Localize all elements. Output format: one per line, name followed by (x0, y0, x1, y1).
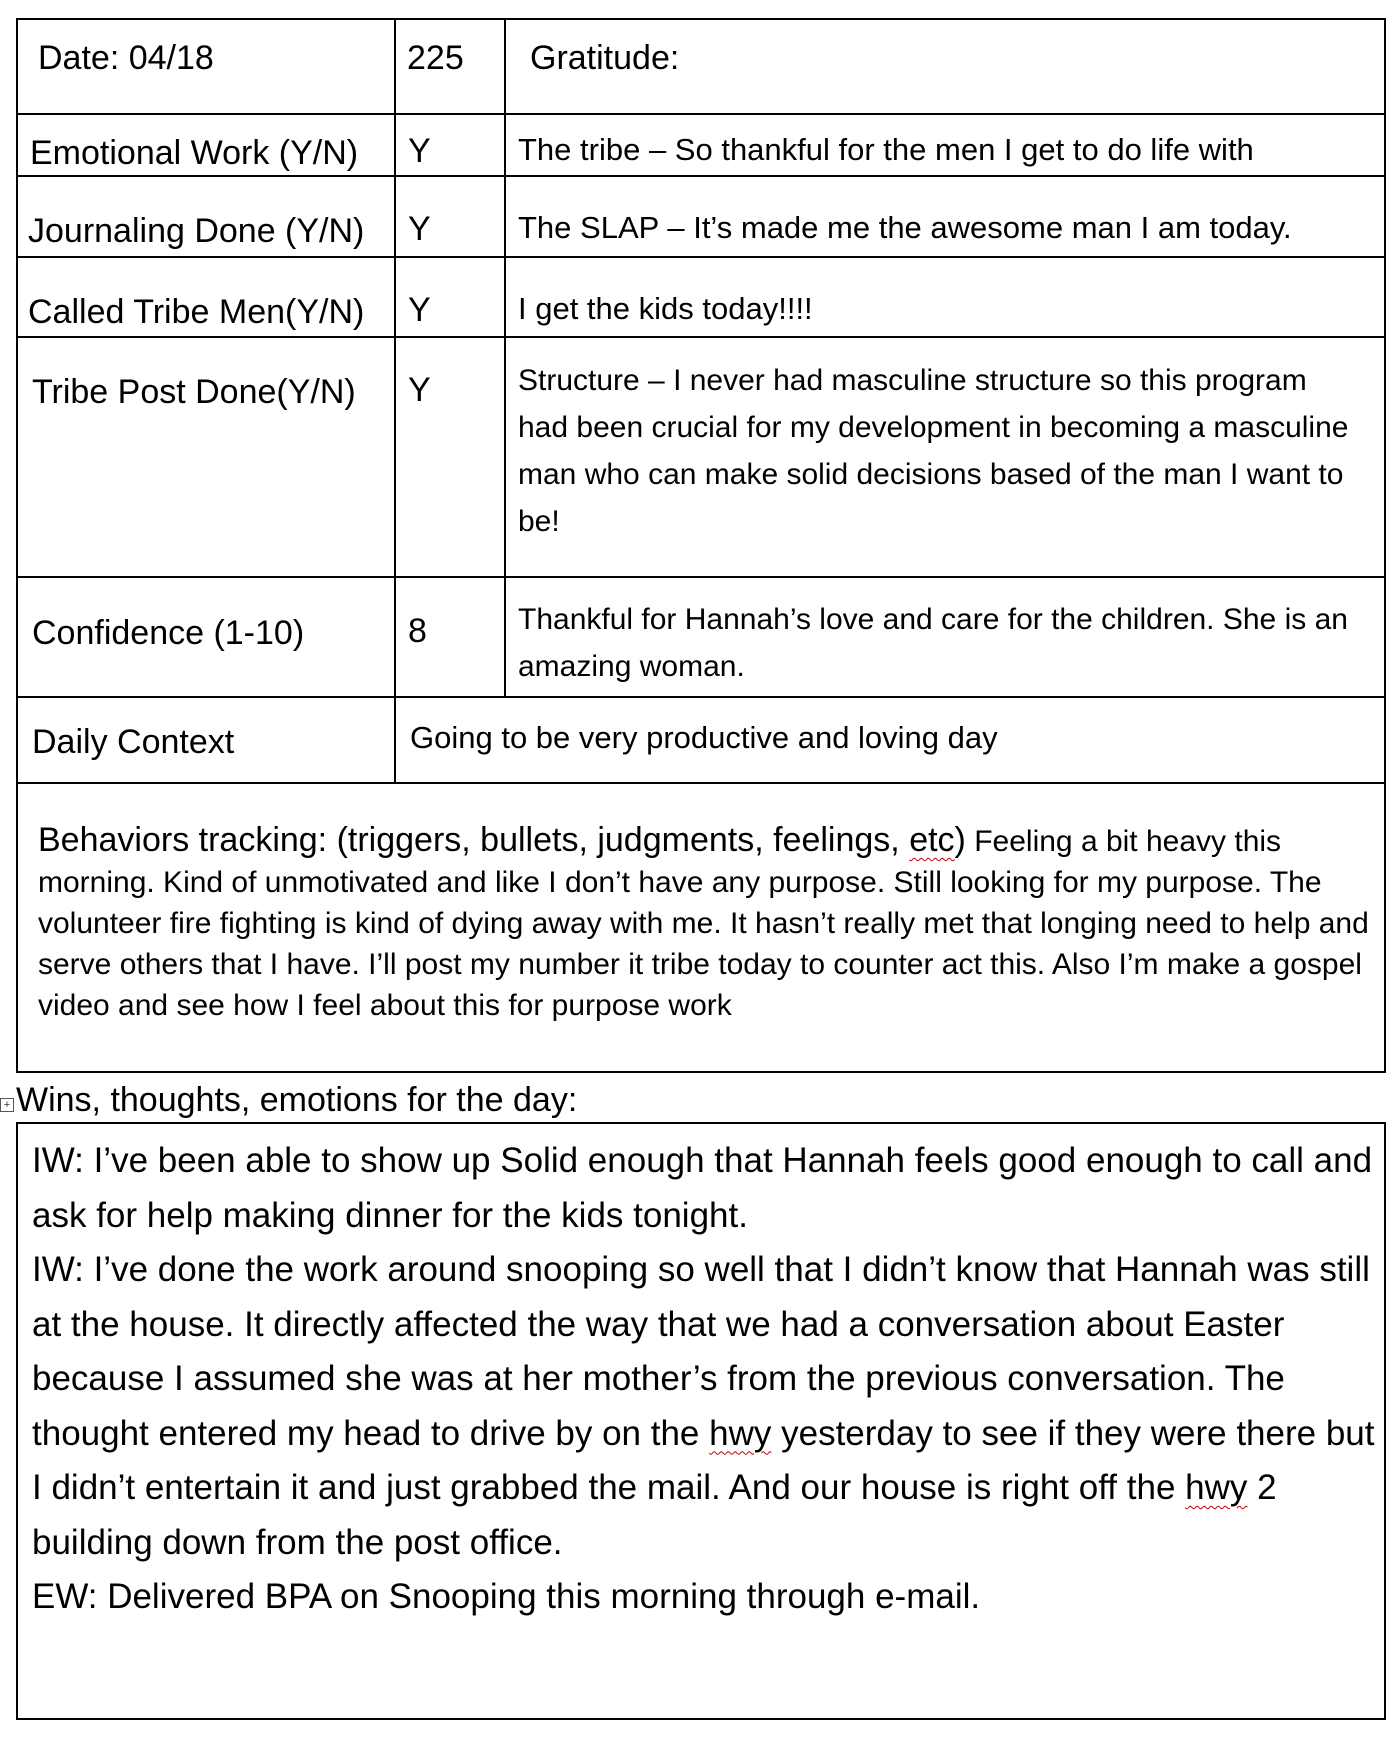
row-divider (16, 336, 1386, 338)
daily-context-value: Going to be very productive and loving day (410, 720, 998, 755)
gratitude-item: The tribe – So thankful for the men I get to do life with (518, 132, 1254, 167)
wins-box[interactable] (16, 1122, 1386, 1720)
gratitude-item: Structure – I never had masculine structure so this program had been crucial for my development in becoming a masculine man who can make solid decisions based of the man I want to be! (518, 364, 1349, 538)
wins-label: Wins, thoughts, emotions for the day: (16, 1081, 578, 1119)
wins-text-segment: IW: I’ve done the work around snooping so well that I didn’t know that Hannah was still at the house. It directly affected the way that we had a conversation about Easter because I assumed she was at her mother’s from the previous conversation. The thought entered my head to drive by on the (32, 1250, 1370, 1453)
table-border-bottom (16, 1071, 1386, 1073)
gratitude-heading: Gratitude: (530, 39, 680, 77)
behaviors-text: Feeling a bit heavy this morning. Kind of unmotivated and like I don’t have any purpose. Still looking for my purpose. The volunteer fire fighting is kind of dying away with me. It hasn’t really met that longing need to help and serve others that I have. I’ll post my number it tribe today to counter act this. Also I’m make a gospel video and see how I feel about this for purpose work (38, 825, 1369, 1022)
called-tribe-value: Y (408, 291, 431, 329)
wins-text (32, 1134, 1377, 1625)
tribe-post-label: Tribe Post Done(Y/N) (32, 373, 356, 411)
confidence-value: 8 (408, 612, 427, 650)
day-number: 225 (407, 39, 464, 77)
column-divider (394, 18, 396, 784)
table-border-left (16, 18, 18, 1073)
row-divider (16, 696, 1386, 698)
journaling-done-label: Journaling Done (Y/N) (28, 212, 365, 250)
gratitude-item: Thankful for Hannah’s love and care for the children. She is an amazing woman. (518, 603, 1348, 683)
wins-paragraph: EW: Delivered BPA on Snooping this morning through e-mail. (32, 1577, 981, 1616)
wins-paragraph: IW: I’ve been able to show up Solid enough that Hannah feels good enough to call and ask for help making dinner for the kids tonight. (32, 1141, 1373, 1235)
wins-text-segment: yesterday to see if they were there but I didn’t entertain it and just grabbed the mail. And our house is right off the (32, 1413, 1375, 1507)
gratitude-item: The SLAP – It’s made me the awesome man I am today. (518, 210, 1292, 245)
row-divider (16, 576, 1386, 578)
row-divider (16, 256, 1386, 258)
table-move-handle-icon[interactable]: + (0, 1098, 14, 1112)
row-divider (16, 113, 1386, 115)
behaviors-label-etc: etc (909, 821, 955, 859)
called-tribe-label: Called Tribe Men(Y/N) (28, 293, 365, 331)
emotional-work-value: Y (408, 132, 431, 170)
column-divider (504, 18, 506, 698)
table-border-right (1384, 18, 1386, 1073)
row-divider (16, 175, 1386, 177)
behaviors-tracking (38, 820, 1378, 1026)
wins-text-segment: 2 building down from the post office. (32, 1468, 1277, 1562)
confidence-label: Confidence (1-10) (32, 614, 305, 652)
table-border-top (16, 18, 1386, 20)
behaviors-label: Behaviors tracking: (triggers, bullets, judgments, feelings, (38, 821, 910, 859)
emotional-work-label: Emotional Work (Y/N) (30, 134, 359, 172)
journal-table (16, 18, 1386, 1073)
date-label: Date: 04/18 (38, 39, 214, 77)
behaviors-label-close: ) (954, 821, 966, 859)
wins-paragraph (32, 1243, 1377, 1570)
misspelled-word: hwy (1185, 1468, 1248, 1507)
daily-context-label: Daily Context (32, 723, 235, 761)
row-divider (16, 782, 1386, 784)
journaling-done-value: Y (408, 210, 431, 248)
tribe-post-value: Y (408, 371, 431, 409)
misspelled-word: hwy (709, 1413, 772, 1453)
gratitude-item: I get the kids today!!!! (518, 291, 813, 326)
